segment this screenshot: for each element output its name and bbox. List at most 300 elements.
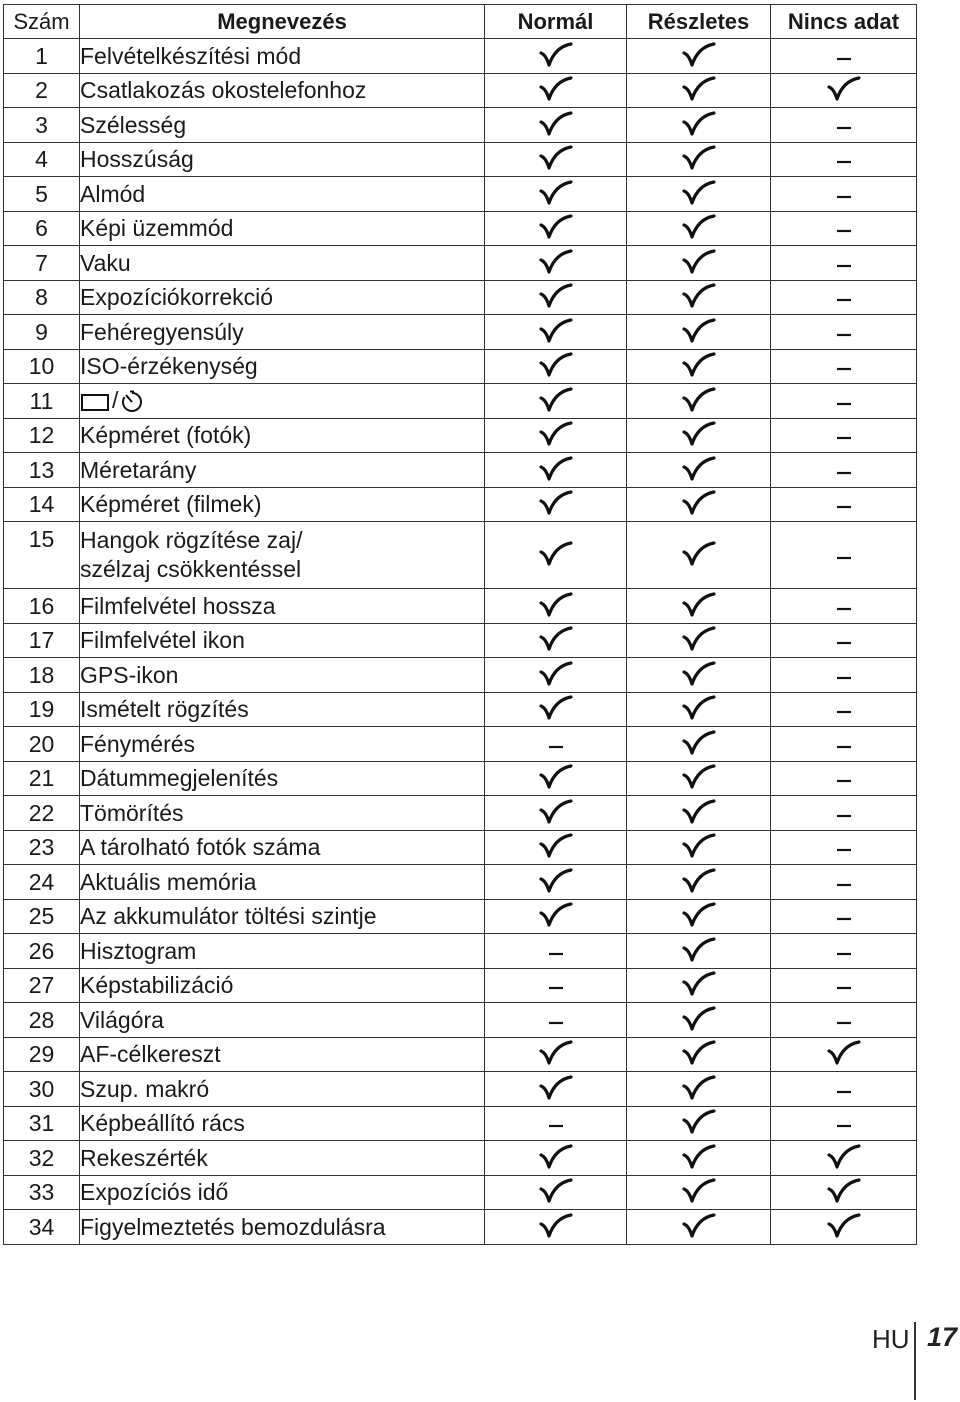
cell-no-data [771, 487, 917, 522]
cell-no-data [771, 142, 917, 177]
checkmark-icon [682, 489, 716, 515]
cell-detailed [627, 246, 771, 281]
cell-detailed [627, 315, 771, 350]
table-row [4, 349, 917, 384]
row-name [80, 1210, 485, 1245]
cell-no-data [771, 315, 917, 350]
row-number: 6 [4, 211, 80, 246]
row-name-text: Világóra [80, 1006, 164, 1033]
checkmark-icon [539, 591, 573, 617]
row-name [80, 522, 485, 589]
row-name [80, 73, 485, 108]
cell-normal [485, 246, 627, 281]
cell-detailed [627, 280, 771, 315]
table-row [4, 1106, 917, 1141]
row-name [80, 658, 485, 693]
row-number: 18 [4, 658, 80, 693]
checkmark-icon [827, 1143, 861, 1169]
row-name [80, 1175, 485, 1210]
cell-no-data [771, 589, 917, 624]
cell-no-data [771, 899, 917, 934]
row-name [80, 280, 485, 315]
checkmark-icon [682, 694, 716, 720]
row-number: 21 [4, 761, 80, 796]
dash-icon [836, 627, 852, 653]
checkmark-icon [682, 798, 716, 824]
cell-normal [485, 830, 627, 865]
checkmark-icon [539, 317, 573, 343]
cell-detailed [627, 1003, 771, 1038]
row-name [80, 39, 485, 74]
dash-icon [836, 112, 852, 138]
cell-no-data [771, 1106, 917, 1141]
row-name-text: Képstabilizáció [80, 972, 234, 999]
row-name [80, 968, 485, 1003]
cell-detailed [627, 522, 771, 589]
cell-normal [485, 211, 627, 246]
checkmark-icon [539, 455, 573, 481]
table-row [4, 108, 917, 143]
checkmark-icon [539, 41, 573, 67]
row-name-text: Expozíciós idő [80, 1179, 229, 1206]
checkmark-icon [682, 936, 716, 962]
cell-detailed [627, 39, 771, 74]
cell-detailed [627, 1175, 771, 1210]
checkmark-icon [682, 540, 716, 566]
row-name-text: Képbeállító rács [80, 1110, 245, 1137]
cell-normal [485, 487, 627, 522]
cell-detailed [627, 177, 771, 212]
page-number: 17 [927, 1322, 958, 1352]
checkmark-icon [539, 1143, 573, 1169]
cell-detailed [627, 934, 771, 969]
checkmark-icon [682, 660, 716, 686]
row-name-text: Ismételt rögzítés [80, 696, 249, 723]
row-name-text: Képméret (fotók) [80, 422, 252, 449]
dash-icon [836, 731, 852, 757]
row-name [80, 899, 485, 934]
cell-normal [485, 1141, 627, 1176]
cell-no-data [771, 1175, 917, 1210]
checkmark-icon [539, 867, 573, 893]
row-number: 5 [4, 177, 80, 212]
cell-detailed [627, 589, 771, 624]
checkmark-icon [682, 179, 716, 205]
cell-detailed [627, 1037, 771, 1072]
table-row [4, 796, 917, 831]
cell-normal [485, 727, 627, 762]
table-row [4, 1175, 917, 1210]
cell-no-data [771, 658, 917, 693]
dash-icon [836, 834, 852, 860]
checkmark-icon [682, 110, 716, 136]
cell-normal [485, 177, 627, 212]
cell-no-data [771, 177, 917, 212]
row-name-text: Fénymérés [80, 730, 196, 757]
cell-detailed [627, 1141, 771, 1176]
row-name [80, 1141, 485, 1176]
checkmark-icon [827, 75, 861, 101]
checkmark-icon [539, 901, 573, 927]
row-number: 1 [4, 39, 80, 74]
cell-no-data [771, 1210, 917, 1245]
cell-normal [485, 1175, 627, 1210]
dash-icon [836, 593, 852, 619]
checkmark-icon [682, 1212, 716, 1238]
table-row [4, 658, 917, 693]
cell-normal [485, 658, 627, 693]
cell-detailed [627, 142, 771, 177]
dash-icon [836, 869, 852, 895]
checkmark-icon [539, 75, 573, 101]
table-row [4, 280, 917, 315]
row-name [80, 727, 485, 762]
cell-no-data [771, 522, 917, 589]
checkmark-icon [682, 1074, 716, 1100]
cell-detailed [627, 211, 771, 246]
table-row [4, 899, 917, 934]
dash-icon [836, 146, 852, 172]
row-name-text: Méretarány [80, 456, 197, 483]
cell-no-data [771, 1037, 917, 1072]
row-name [80, 796, 485, 831]
dash-icon [836, 938, 852, 964]
row-name-text: Tömörítés [80, 799, 184, 826]
row-name-text: Csatlakozás okostelefonhoz [80, 77, 367, 104]
cell-detailed [627, 623, 771, 658]
cell-normal [485, 589, 627, 624]
row-name-text: Az akkumulátor töltési szintje [80, 903, 377, 930]
checkmark-icon [682, 351, 716, 377]
row-name [80, 418, 485, 453]
table-row [4, 761, 917, 796]
cell-no-data [771, 349, 917, 384]
row-name [80, 349, 485, 384]
table-row [4, 830, 917, 865]
dash-icon [836, 1007, 852, 1033]
row-number: 29 [4, 1037, 80, 1072]
row-name [80, 1106, 485, 1141]
checkmark-icon [682, 248, 716, 274]
language-label: HU [872, 1324, 910, 1354]
row-number: 17 [4, 623, 80, 658]
cell-normal [485, 692, 627, 727]
row-name-text-line2: szélzaj csökkentéssel [80, 556, 302, 582]
icon-separator: / [112, 387, 119, 414]
cell-detailed [627, 968, 771, 1003]
cell-no-data [771, 453, 917, 488]
cell-normal [485, 142, 627, 177]
drive-single-frame-icon [80, 387, 110, 413]
dash-icon [548, 972, 564, 998]
row-name [80, 177, 485, 212]
checkmark-icon [539, 540, 573, 566]
table-row [4, 727, 917, 762]
dash-icon [836, 800, 852, 826]
row-name-text: Vaku [80, 249, 131, 276]
cell-detailed [627, 384, 771, 419]
row-name-text: ISO-érzékenység [80, 353, 258, 380]
row-name-text: Rekeszérték [80, 1144, 208, 1171]
column-header-no-data: Nincs adat [771, 5, 917, 39]
table-row [4, 522, 917, 589]
cell-detailed [627, 108, 771, 143]
cell-normal [485, 796, 627, 831]
row-name-text: Filmfelvétel hossza [80, 592, 276, 619]
checkmark-icon [539, 420, 573, 446]
table-row [4, 73, 917, 108]
checkmark-icon [682, 420, 716, 446]
checkmark-icon [539, 832, 573, 858]
dash-icon [836, 215, 852, 241]
checkmark-icon [827, 1039, 861, 1065]
dash-icon [836, 457, 852, 483]
dash-icon [548, 938, 564, 964]
table-row [4, 211, 917, 246]
dash-icon [548, 1007, 564, 1033]
checkmark-icon [682, 1143, 716, 1169]
cell-normal [485, 522, 627, 589]
cell-no-data [771, 39, 917, 74]
row-number: 30 [4, 1072, 80, 1107]
dash-icon [836, 903, 852, 929]
row-name-text: Aktuális memória [80, 868, 257, 895]
cell-normal [485, 315, 627, 350]
cell-no-data [771, 727, 917, 762]
cell-no-data [771, 761, 917, 796]
row-name-text: Dátummegjelenítés [80, 765, 279, 792]
checkmark-icon [539, 110, 573, 136]
checkmark-icon [682, 970, 716, 996]
dash-icon [836, 388, 852, 414]
checkmark-icon [539, 282, 573, 308]
row-name-text: Figyelmeztetés bemozdulásra [80, 1213, 386, 1240]
checkmark-icon [682, 455, 716, 481]
row-number: 8 [4, 280, 80, 315]
cell-normal [485, 453, 627, 488]
cell-normal [485, 1210, 627, 1245]
cell-no-data [771, 865, 917, 900]
table-row [4, 1141, 917, 1176]
row-name-text: Expozíciókorrekció [80, 284, 274, 311]
row-name [80, 1072, 485, 1107]
dash-icon [836, 181, 852, 207]
footer-divider [914, 1322, 916, 1400]
cell-detailed [627, 73, 771, 108]
row-name [80, 1037, 485, 1072]
row-number: 25 [4, 899, 80, 934]
cell-detailed [627, 418, 771, 453]
row-number: 16 [4, 589, 80, 624]
cell-detailed [627, 1106, 771, 1141]
dash-icon [836, 250, 852, 276]
dash-icon [836, 43, 852, 69]
cell-no-data [771, 384, 917, 419]
cell-no-data [771, 246, 917, 281]
table-row [4, 418, 917, 453]
dash-icon [836, 353, 852, 379]
checkmark-icon [682, 144, 716, 170]
row-name [80, 211, 485, 246]
checkmark-icon [539, 144, 573, 170]
row-number: 14 [4, 487, 80, 522]
cell-no-data [771, 211, 917, 246]
cell-detailed [627, 761, 771, 796]
dash-icon [836, 972, 852, 998]
cell-detailed [627, 865, 771, 900]
cell-no-data [771, 830, 917, 865]
cell-normal [485, 1072, 627, 1107]
row-name-text: Hisztogram [80, 937, 197, 964]
table-body [4, 39, 917, 1245]
table-row [4, 692, 917, 727]
row-name [80, 142, 485, 177]
row-number: 24 [4, 865, 80, 900]
row-name [80, 315, 485, 350]
row-number: 9 [4, 315, 80, 350]
cell-no-data [771, 280, 917, 315]
checkmark-icon [539, 213, 573, 239]
cell-detailed [627, 658, 771, 693]
checkmark-icon [827, 1177, 861, 1203]
table-row [4, 1003, 917, 1038]
row-number: 7 [4, 246, 80, 281]
cell-no-data [771, 623, 917, 658]
cell-no-data [771, 1141, 917, 1176]
dash-icon [836, 1110, 852, 1136]
row-name-text: Szup. makró [80, 1075, 210, 1102]
dash-icon [836, 491, 852, 517]
checkmark-icon [682, 75, 716, 101]
checkmark-icon [682, 901, 716, 927]
dash-icon [836, 1076, 852, 1102]
cell-detailed [627, 692, 771, 727]
table-row [4, 487, 917, 522]
cell-detailed [627, 453, 771, 488]
table-row [4, 246, 917, 281]
self-timer-icon [120, 387, 144, 413]
cell-no-data [771, 108, 917, 143]
row-name [80, 487, 485, 522]
row-number: 15 [4, 522, 80, 589]
cell-normal [485, 865, 627, 900]
checkmark-icon [682, 1108, 716, 1134]
cell-detailed [627, 830, 771, 865]
checkmark-icon [539, 625, 573, 651]
row-number: 28 [4, 1003, 80, 1038]
checkmark-icon [539, 1039, 573, 1065]
cell-detailed [627, 899, 771, 934]
table-row [4, 865, 917, 900]
table-row [4, 453, 917, 488]
row-name-text: AF-célkereszt [80, 1041, 221, 1068]
row-number: 11 [4, 384, 80, 419]
cell-no-data [771, 968, 917, 1003]
cell-normal [485, 384, 627, 419]
row-name [80, 246, 485, 281]
row-name [80, 589, 485, 624]
table-row [4, 589, 917, 624]
checkmark-icon [827, 1212, 861, 1238]
row-number: 10 [4, 349, 80, 384]
checkmark-icon [539, 1212, 573, 1238]
dash-icon [836, 696, 852, 722]
row-name-text: Hangok rögzítése zaj/ [80, 527, 303, 553]
column-header-detailed: Részletes [627, 5, 771, 39]
checkmark-icon [682, 317, 716, 343]
dash-icon [836, 662, 852, 688]
cell-normal [485, 39, 627, 74]
table-row [4, 1210, 917, 1245]
row-name [80, 1003, 485, 1038]
checkmark-icon [682, 763, 716, 789]
cell-detailed [627, 727, 771, 762]
checkmark-icon [682, 867, 716, 893]
cell-no-data [771, 73, 917, 108]
checkmark-icon [539, 694, 573, 720]
row-number: 33 [4, 1175, 80, 1210]
checkmark-icon [539, 1074, 573, 1100]
cell-normal [485, 934, 627, 969]
row-name-text: Képi üzemmód [80, 215, 234, 242]
cell-no-data [771, 418, 917, 453]
checkmark-icon [539, 351, 573, 377]
row-number: 20 [4, 727, 80, 762]
checkmark-icon [539, 386, 573, 412]
checkmark-icon [682, 832, 716, 858]
cell-normal [485, 349, 627, 384]
row-number: 2 [4, 73, 80, 108]
cell-normal [485, 1003, 627, 1038]
cell-detailed [627, 1210, 771, 1245]
row-name [80, 830, 485, 865]
row-number: 27 [4, 968, 80, 1003]
checkmark-icon [682, 213, 716, 239]
checkmark-icon [682, 41, 716, 67]
display-items-table [3, 4, 917, 1245]
dash-icon [836, 765, 852, 791]
column-header-number: Szám [4, 5, 80, 39]
checkmark-icon [539, 660, 573, 686]
checkmark-icon [682, 1177, 716, 1203]
cell-normal [485, 623, 627, 658]
table-row [4, 1072, 917, 1107]
cell-detailed [627, 1072, 771, 1107]
checkmark-icon [682, 625, 716, 651]
dash-icon [548, 1110, 564, 1136]
checkmark-icon [682, 591, 716, 617]
cell-normal [485, 899, 627, 934]
table-row [4, 968, 917, 1003]
row-number: 13 [4, 453, 80, 488]
row-number: 19 [4, 692, 80, 727]
column-header-normal: Normál [485, 5, 627, 39]
table-row [4, 142, 917, 177]
cell-no-data [771, 1072, 917, 1107]
checkmark-icon [539, 798, 573, 824]
row-name [80, 761, 485, 796]
row-number: 22 [4, 796, 80, 831]
cell-detailed [627, 487, 771, 522]
cell-normal [485, 280, 627, 315]
checkmark-icon [682, 386, 716, 412]
row-number: 26 [4, 934, 80, 969]
cell-no-data [771, 1003, 917, 1038]
table-row [4, 177, 917, 212]
dash-icon [836, 542, 852, 568]
checkmark-icon [682, 282, 716, 308]
row-name-text: Szélesség [80, 111, 187, 138]
